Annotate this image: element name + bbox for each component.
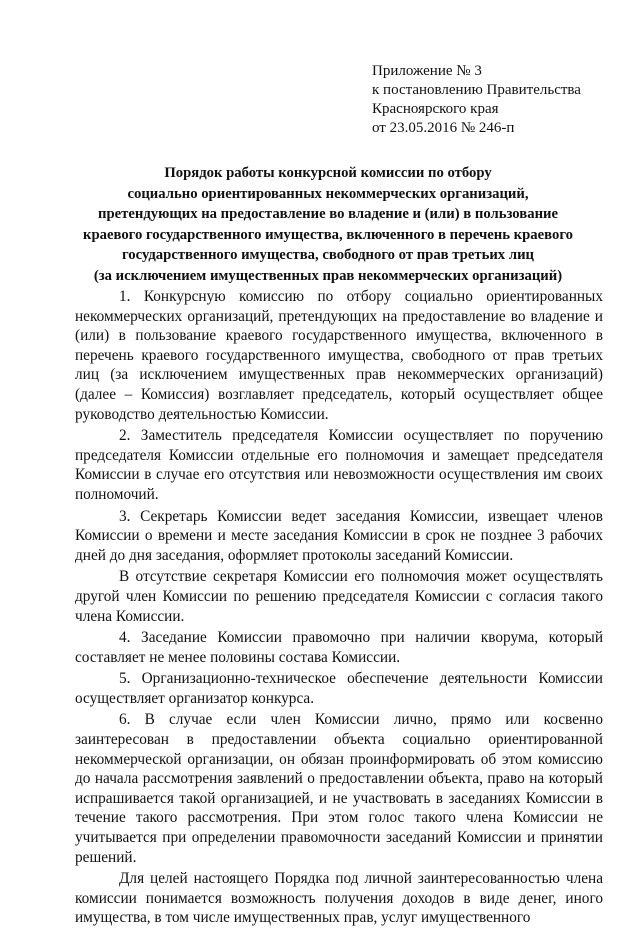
paragraph-5: 5. Организационно-техническое обеспечение деятельности Комиссии осуществляет организатор конкурса. — [75, 670, 603, 707]
document-body — [75, 287, 603, 930]
paragraph-2: 2. Заместитель председателя Комиссии осуществляет по поручению председателя Комиссии отдельные его полномочия и замещает председателя Комиссии в случае его отсутствия или невозможности осуществления им своих полномочий. — [75, 427, 603, 503]
appendix-region: Красноярского края — [372, 101, 499, 117]
paragraph-6-continued: Для целей настоящего Порядка под личной заинтересованностью члена комиссии понимается возможность получения доходов в виде денег, иного имущества, в том числе имущественных прав, услуг имущественного — [75, 870, 603, 927]
title-line: социально ориентированных некоммерческих организаций, — [127, 185, 529, 202]
title-line: претендующих на предоставление во владение и (или) в пользование — [97, 206, 559, 222]
title-line: государственного имущества, свободного от прав третьих лиц — [121, 247, 534, 263]
appendix-header — [372, 62, 581, 138]
paragraph-6: 6. В случае если член Комиссии лично, прямо или косвенно заинтересован в предоставлении объекта социально ориентированной некоммерческой организации, он обязан проинформировать об этом комиссию до начала рассмотрения заявлений о предоставлении объекта, право на который испрашивается такой организацией, и не участвовать в заседаниях Комиссии в течение такого рассмотрения. При этом голос такого члена Комиссии не учитывается при определении правомочности заседаний Комиссии и принятии решений. — [75, 711, 603, 866]
document-title — [58, 163, 598, 286]
paragraph-1: 1. Конкурсную комиссию по отбору социально ориентированных некоммерческих организаций, претендующих на предоставление во владение и (или) в пользование краевого государственного имущества, включенного в перечень краевого государственного имущества, свободного от прав третьих лиц (за исключением имущественных прав некоммерческих организаций) (далее – Комиссия) возглавляет председатель, который осуществляет общее руководство деятельностью Комиссии. — [75, 288, 603, 423]
paragraph-4: 4. Заседание Комиссии правомочно при наличии кворума, который составляет не менее половины состава Комиссии. — [75, 629, 603, 666]
title-line: Порядок работы конкурсной комиссии по отбору — [164, 165, 492, 181]
paragraph-3: 3. Секретарь Комиссии ведет заседания Комиссии, извещает членов Комиссии о времени и месте заседания Комиссии в срок не позднее 3 рабочих дней до дня заседания, оформляет протоколы заседаний Комиссии. — [75, 507, 603, 564]
appendix-date-number: от 23.05.2016 № 246-п — [372, 120, 515, 136]
title-line: (за исключением имущественных прав некоммерческих организаций) — [93, 267, 563, 284]
appendix-number: Приложение № 3 — [372, 63, 482, 79]
title-line: краевого государственного имущества, включенного в перечень краевого — [83, 226, 573, 243]
appendix-reference: к постановлению Правительства — [372, 82, 581, 98]
paragraph-3-continued: В отсутствие секретаря Комиссии его полномочия может осуществлять другой член Комиссии по решению председателя Комиссии с согласия такого члена Комиссии. — [75, 568, 603, 625]
